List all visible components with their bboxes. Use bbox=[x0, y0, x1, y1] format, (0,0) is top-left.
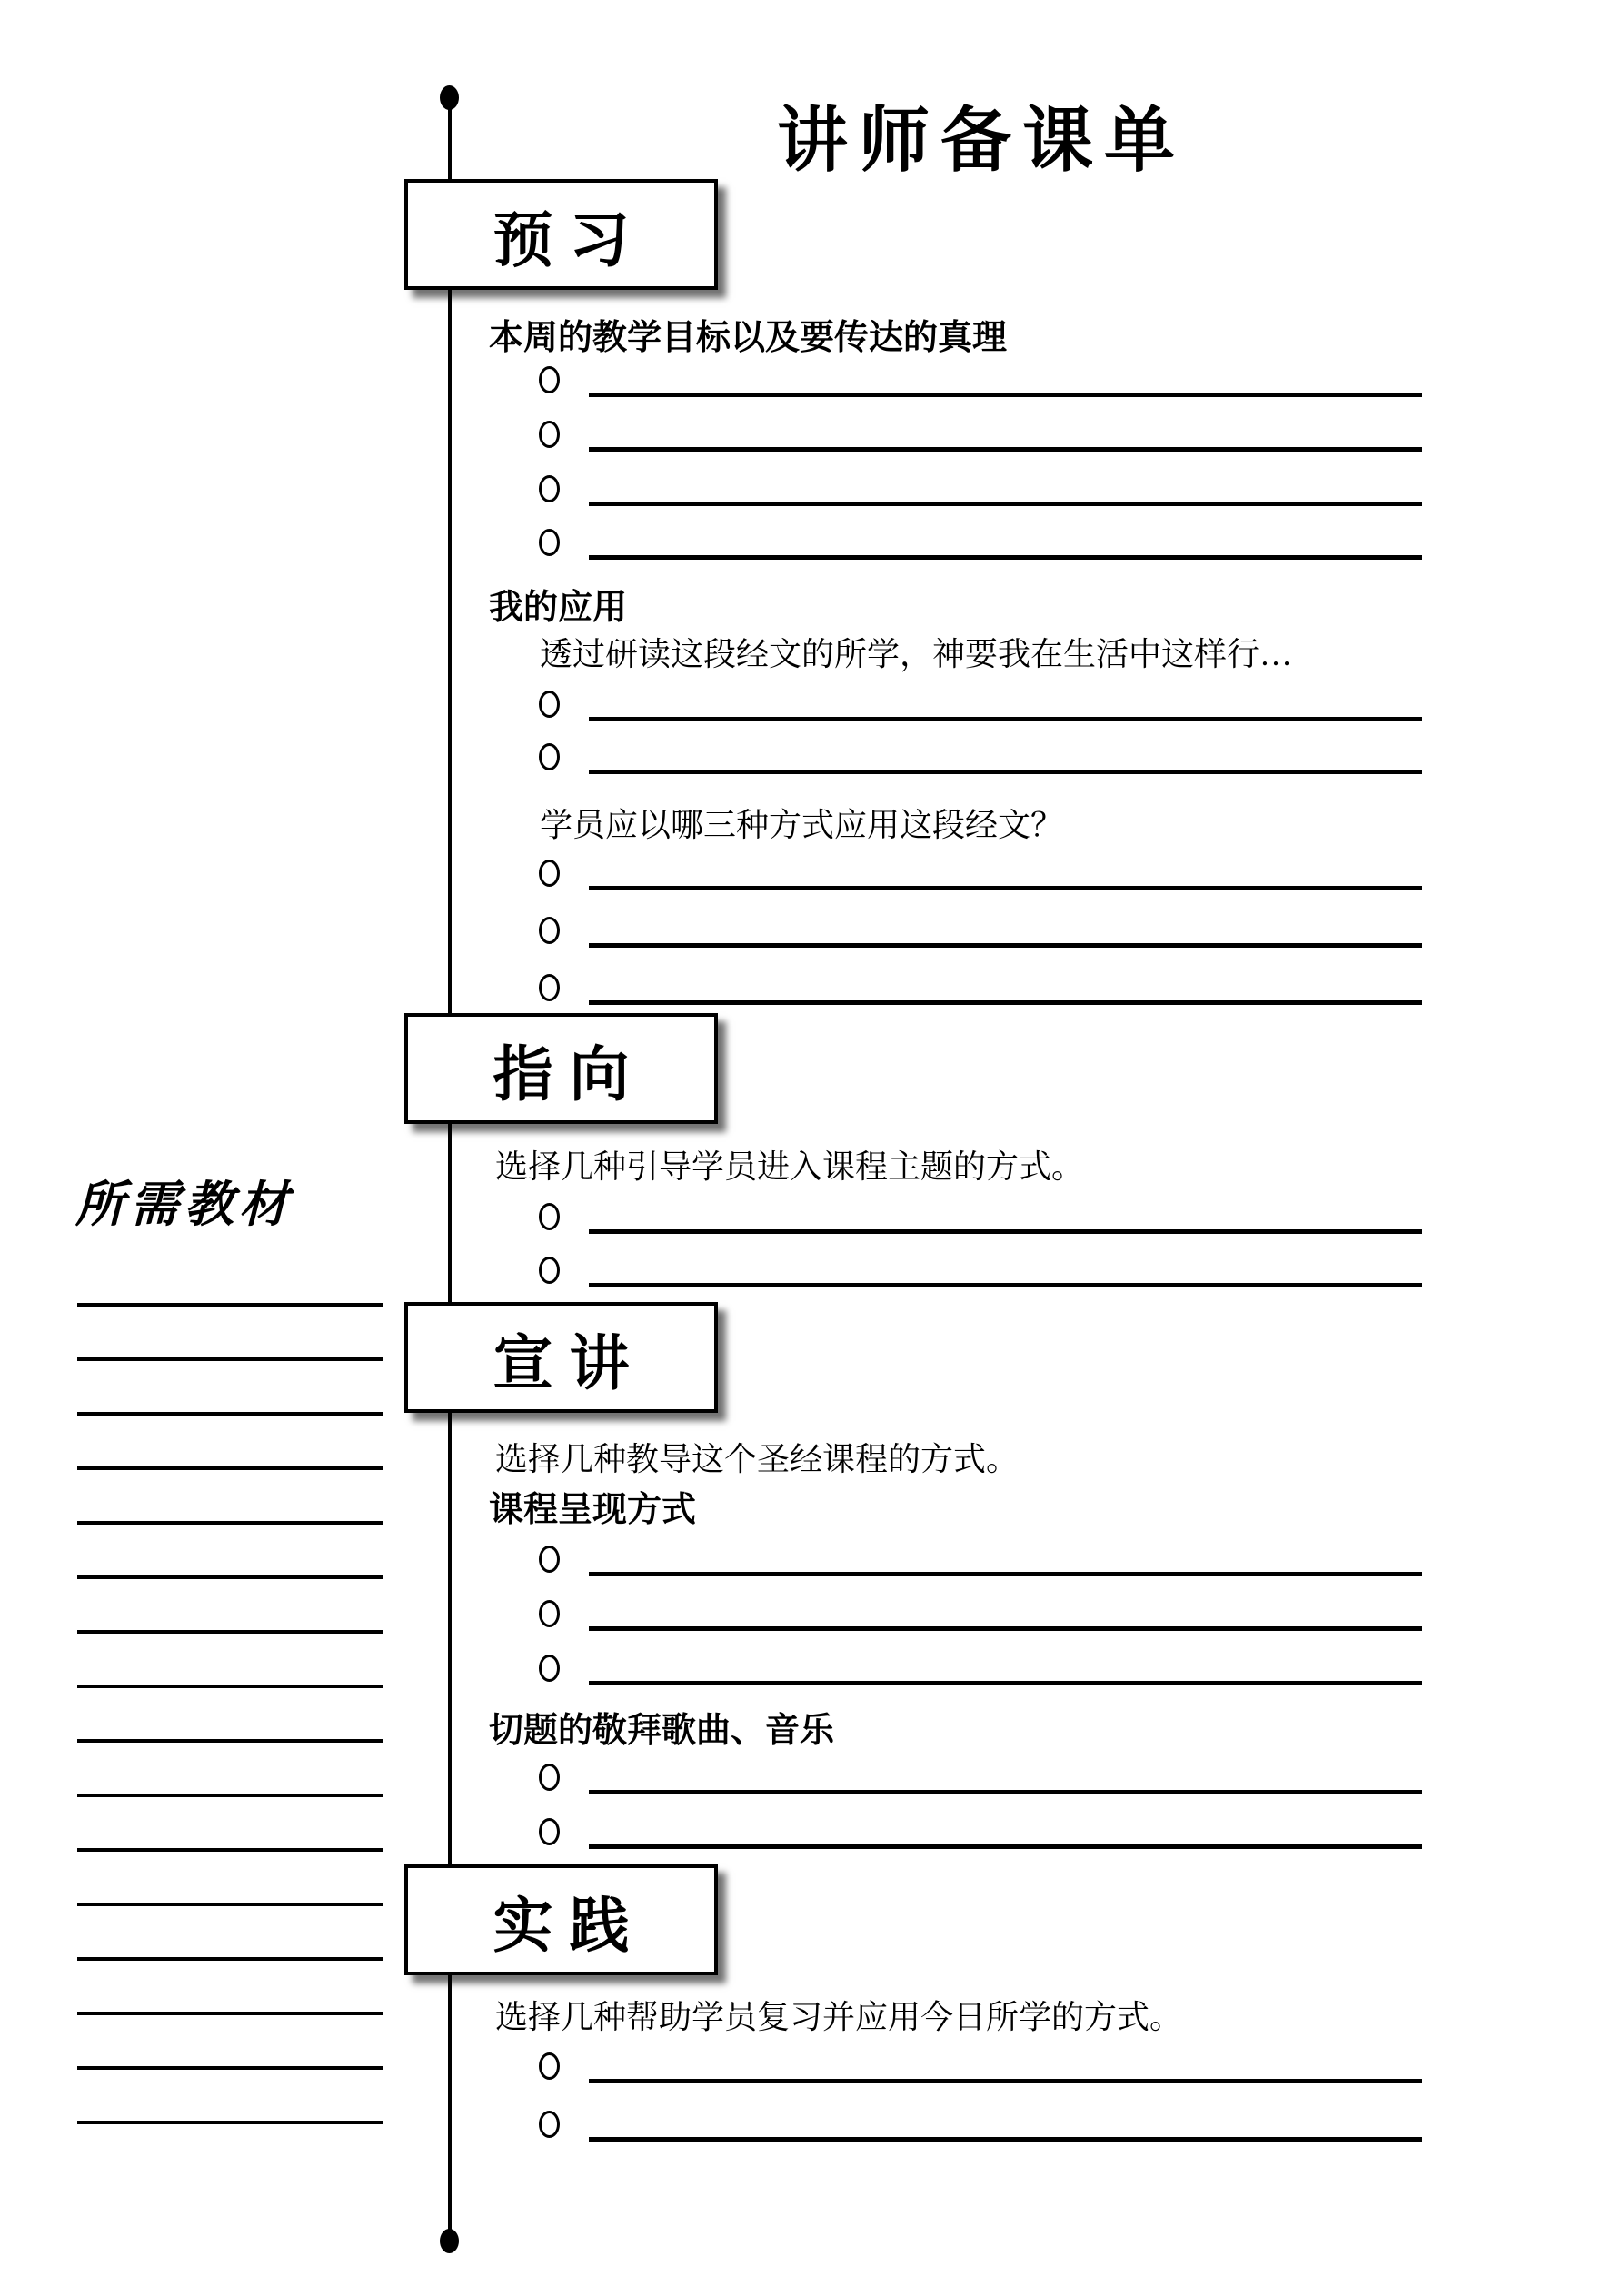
circle-bullet-icon bbox=[539, 2052, 560, 2080]
materials-blank-line bbox=[77, 1957, 383, 1961]
bullet-row bbox=[539, 475, 1422, 506]
blank-entry-line bbox=[589, 943, 1422, 948]
blank-entry-line bbox=[589, 717, 1422, 721]
bullet-row bbox=[539, 366, 1422, 397]
section-box-proclaim bbox=[404, 1302, 718, 1413]
circle-bullet-icon bbox=[539, 1546, 560, 1573]
blank-entry-line bbox=[589, 2079, 1422, 2083]
circle-bullet-icon bbox=[539, 743, 560, 770]
page-title: 讲师备课单 bbox=[776, 99, 1186, 182]
materials-blank-line bbox=[77, 1685, 383, 1688]
materials-blank-line bbox=[77, 1739, 383, 1743]
circle-bullet-icon bbox=[539, 475, 560, 502]
bullet-row bbox=[539, 917, 1422, 948]
materials-blank-line bbox=[77, 2012, 383, 2015]
circle-bullet-icon bbox=[539, 421, 560, 448]
bullet-row bbox=[539, 2052, 1422, 2083]
materials-blank-line bbox=[77, 1357, 383, 1361]
proclaim-instruction-note: 选择几种教导这个圣经课程的方式。 bbox=[495, 1441, 1020, 1477]
blank-entry-line bbox=[589, 1229, 1422, 1234]
bullet-row bbox=[539, 421, 1422, 452]
my-application-note: 透过研读这段经文的所学，神要我在生活中这样行… bbox=[540, 636, 1293, 672]
circle-bullet-icon bbox=[539, 1818, 560, 1845]
circle-bullet-icon bbox=[539, 691, 560, 718]
section-box-proclaim-label: 宣讲 bbox=[493, 1327, 646, 1398]
my-application-heading: 我的应用 bbox=[489, 589, 628, 627]
student-application-question: 学员应以哪三种方式应用这段经文？ bbox=[540, 807, 1064, 843]
bullet-row bbox=[539, 1546, 1422, 1576]
circle-bullet-icon bbox=[539, 2111, 560, 2138]
section-box-direct-label: 指向 bbox=[493, 1038, 646, 1109]
bullet-row bbox=[539, 691, 1422, 721]
circle-bullet-icon bbox=[539, 366, 560, 393]
bullet-row bbox=[539, 1600, 1422, 1631]
blank-entry-line bbox=[589, 1572, 1422, 1576]
blank-entry-line bbox=[589, 770, 1422, 774]
blank-entry-line bbox=[589, 886, 1422, 890]
circle-bullet-icon bbox=[539, 1203, 560, 1230]
materials-blank-line bbox=[77, 2066, 383, 2070]
section-box-preview bbox=[404, 179, 718, 290]
circle-bullet-icon bbox=[539, 529, 560, 556]
section-box-preview-label: 预习 bbox=[493, 204, 646, 275]
bullet-row bbox=[539, 1764, 1422, 1794]
blank-entry-line bbox=[589, 447, 1422, 452]
materials-blank-line bbox=[77, 1412, 383, 1416]
timeline-bottom-dot bbox=[440, 2229, 459, 2253]
materials-blank-line bbox=[77, 1794, 383, 1797]
worship-music-heading: 切题的敬拜歌曲、音乐 bbox=[489, 1712, 835, 1750]
circle-bullet-icon bbox=[539, 1600, 560, 1627]
bullet-row bbox=[539, 529, 1422, 560]
blank-entry-line bbox=[589, 1844, 1422, 1849]
blank-entry-line bbox=[589, 1626, 1422, 1631]
direct-instruction-note: 选择几种引导学员进入课程主题的方式。 bbox=[495, 1148, 1085, 1185]
section-box-direct bbox=[404, 1013, 718, 1124]
blank-entry-line bbox=[589, 555, 1422, 560]
materials-blank-line bbox=[77, 1303, 383, 1307]
circle-bullet-icon bbox=[539, 1257, 560, 1284]
bullet-row bbox=[539, 860, 1422, 890]
bullet-row bbox=[539, 1655, 1422, 1685]
blank-entry-line bbox=[589, 2137, 1422, 2142]
timeline-top-dot bbox=[440, 85, 459, 110]
blank-entry-line bbox=[589, 393, 1422, 397]
materials-blank-line bbox=[77, 1848, 383, 1852]
materials-blank-line bbox=[77, 1466, 383, 1470]
bullet-row bbox=[539, 1203, 1422, 1234]
circle-bullet-icon bbox=[539, 974, 560, 1001]
circle-bullet-icon bbox=[539, 1655, 560, 1682]
bullet-row bbox=[539, 1257, 1422, 1287]
blank-entry-line bbox=[589, 502, 1422, 506]
materials-blank-line bbox=[77, 1521, 383, 1525]
blank-entry-line bbox=[589, 1000, 1422, 1005]
section-box-practice-label: 实践 bbox=[493, 1889, 646, 1961]
bullet-row bbox=[539, 974, 1422, 1005]
lesson-presentation-heading: 课程呈现方式 bbox=[489, 1491, 697, 1529]
circle-bullet-icon bbox=[539, 1764, 560, 1791]
materials-blank-line bbox=[77, 1630, 383, 1634]
bullet-row bbox=[539, 1818, 1422, 1849]
circle-bullet-icon bbox=[539, 860, 560, 887]
bullet-row bbox=[539, 743, 1422, 774]
blank-entry-line bbox=[589, 1790, 1422, 1794]
circle-bullet-icon bbox=[539, 917, 560, 944]
blank-entry-line bbox=[589, 1681, 1422, 1685]
practice-instruction-note: 选择几种帮助学员复习并应用今日所学的方式。 bbox=[495, 1999, 1183, 2035]
bullet-row bbox=[539, 2111, 1422, 2142]
materials-blank-line bbox=[77, 1903, 383, 1906]
materials-heading: 所需教材 bbox=[75, 1175, 294, 1233]
weekly-goals-heading: 本周的教学目标以及要传达的真理 bbox=[489, 319, 1008, 357]
materials-blank-line bbox=[77, 2121, 383, 2124]
section-box-practice bbox=[404, 1864, 718, 1975]
blank-entry-line bbox=[589, 1283, 1422, 1287]
materials-blank-line bbox=[77, 1575, 383, 1579]
